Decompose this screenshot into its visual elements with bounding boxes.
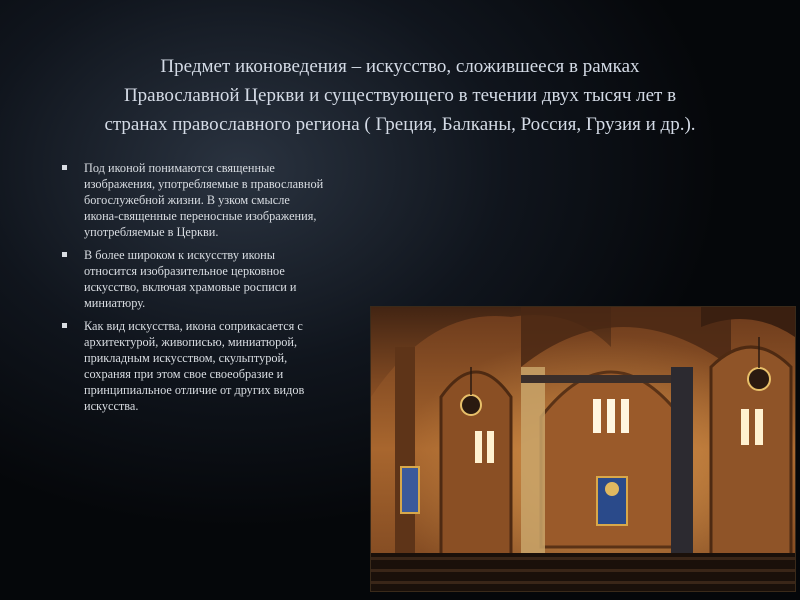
bullet-line: сохраняя при этом свое своеобразие и [84,367,284,381]
title-line: Предмет иконоведения – искусство, сложившееся в рамках [160,56,640,77]
title-line: странах православного региона ( Греция, Балканы, Россия, Грузия и др.). [104,114,696,135]
slide-title [40,52,760,139]
bullet-line: икона-священные переносные изображения, [84,209,317,223]
bullet-line: Как вид искусства, икона соприкасается с [84,319,303,333]
bullet-line: миниатюру. [84,296,146,310]
bullet-line: искусство, включая храмовые росписи и [84,280,297,294]
bullet-list [62,160,392,421]
bullet-line: богослужебной жизни. В узком смысле [84,193,290,207]
bullet-line: прикладным искусством, скульптурой, [84,351,288,365]
bullet-line: искусства. [84,399,139,413]
bullet-item [62,247,392,311]
title-line: Православной Церкви и существующего в течении двух тысяч лет в [123,85,677,106]
bullet-line: относится изобразительное церковное [84,264,285,278]
church-interior-illustration [371,307,795,591]
bullet-line: изображения, употребляемые в православной [84,177,324,191]
church-interior-photo [370,306,796,592]
bullet-item [62,318,392,414]
bullet-marker-icon [62,165,67,170]
bullet-marker-icon [62,252,67,257]
bullet-line: употребляемые в Церкви. [84,225,219,239]
bullet-item [62,160,392,240]
bullet-line: Под иконой понимаются священные [84,161,275,175]
bullet-line: В более широком к искусству иконы [84,248,275,262]
bullet-line: архитектурой, живописью, миниатюрой, [84,335,298,349]
bullet-marker-icon [62,323,67,328]
bullet-line: принципиальное отличие от других видов [84,383,305,397]
